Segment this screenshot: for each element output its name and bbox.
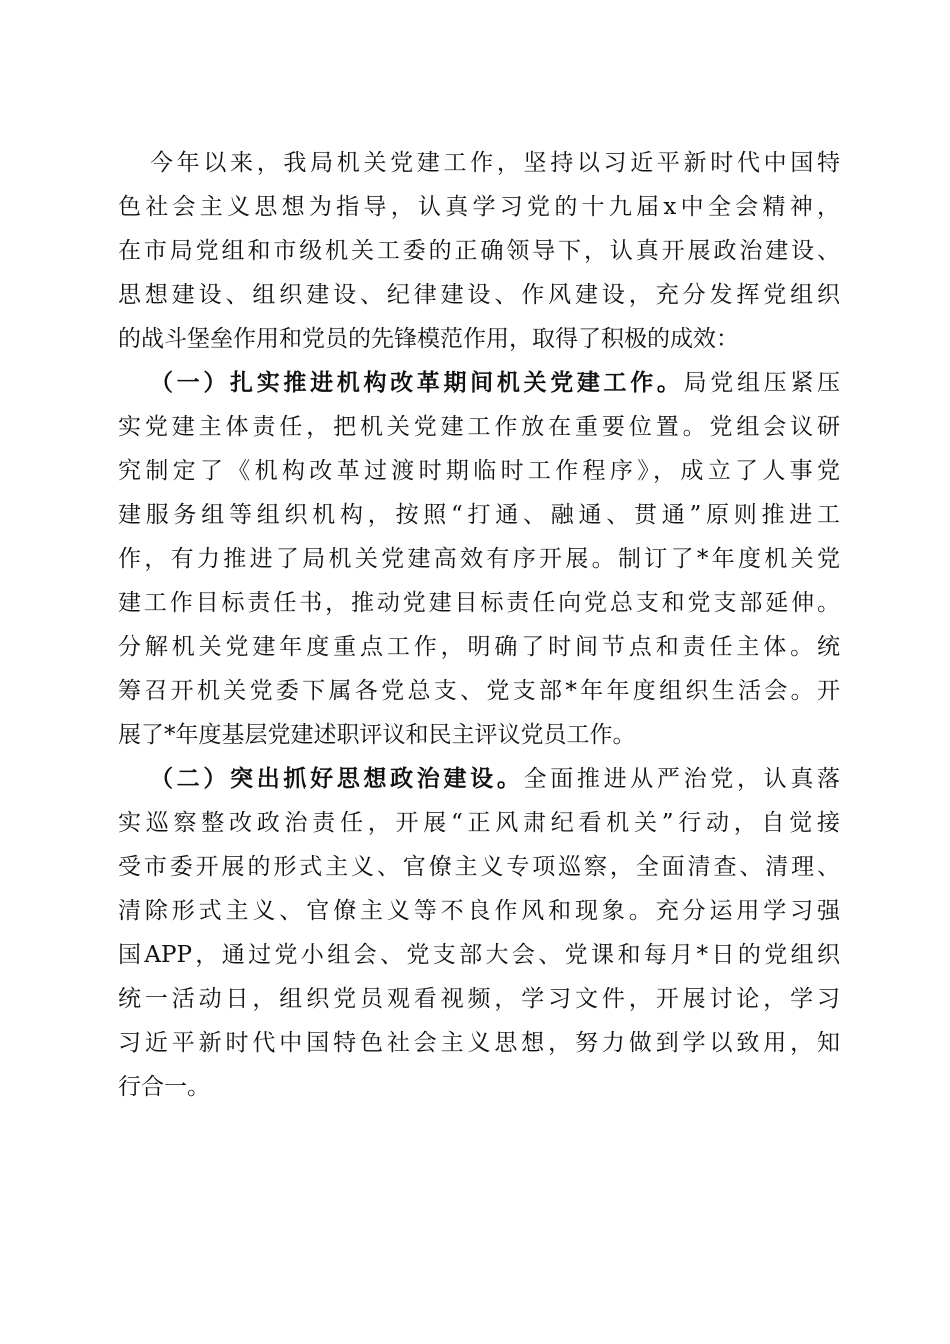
- line-text: 行合一。: [118, 1074, 210, 1100]
- text-line: [118, 933, 840, 977]
- line-text: 的战斗堡垒作用和党员的先锋模范作用，取得了积极的成效：: [118, 326, 739, 352]
- text-line: [118, 273, 840, 317]
- line-text: 展了*年度基层党建述职评议和民主评议党员工作。: [118, 722, 636, 748]
- line-text: 色社会主义思想为指导，认真学习党的十九届x中全会精神，: [118, 194, 840, 220]
- text-line: [118, 537, 840, 581]
- paragraph: [118, 141, 840, 361]
- text-line: [118, 625, 840, 669]
- line-text: 筹召开机关党委下属各党总支、党支部*年年度组织生活会。开: [118, 678, 840, 704]
- text-line: [118, 713, 840, 757]
- text-line: [118, 1065, 840, 1109]
- line-text: 建服务组等组织机构，按照“打通、融通、贯通”原则推进工: [118, 502, 840, 528]
- line-text: 受市委开展的形式主义、官僚主义专项巡察，全面清查、清理、: [118, 854, 840, 880]
- line-text: 实巡察整改政治责任，开展“正风肃纪看机关”行动，自觉接: [118, 810, 840, 836]
- text-line: [118, 229, 840, 273]
- section-heading: （二）突出抓好思想政治建设。: [150, 765, 524, 792]
- line-text: 究制定了《机构改革过渡时期临时工作程序》，成立了人事党: [118, 458, 840, 484]
- line-text: 在市局党组和市级机关工委的正确领导下，认真开展政治建设、: [118, 238, 840, 264]
- document-body: [118, 141, 840, 1109]
- text-line: [118, 845, 840, 889]
- text-line: [118, 757, 840, 801]
- text-line: [118, 141, 840, 185]
- text-line: [118, 801, 840, 845]
- line-text: 实党建主体责任，把机关党建工作放在重要位置。党组会议研: [118, 414, 840, 440]
- text-line: [118, 361, 840, 405]
- line-text: 统一活动日，组织党员观看视频，学习文件，开展讨论，学习: [118, 986, 840, 1012]
- line-text: 全面推进从严治党，认真落: [523, 766, 841, 792]
- line-text: 局党组压紧压: [683, 370, 841, 396]
- text-line: [118, 405, 840, 449]
- text-line: [118, 889, 840, 933]
- line-text: 作，有力推进了局机关党建高效有序开展。制订了*年度机关党: [118, 546, 840, 572]
- section-heading: （一）扎实推进机构改革期间机关党建工作。: [150, 369, 684, 396]
- text-line: [118, 1021, 840, 1065]
- text-line: [118, 449, 840, 493]
- text-line: [118, 185, 840, 229]
- line-text: 习近平新时代中国特色社会主义思想，努力做到学以致用，知: [118, 1030, 840, 1056]
- line-text: 思想建设、组织建设、纪律建设、作风建设，充分发挥党组织: [118, 282, 840, 308]
- text-line: [118, 669, 840, 713]
- text-line: [118, 977, 840, 1021]
- paragraph: [118, 361, 840, 757]
- text-line: [118, 581, 840, 625]
- paragraph: [118, 757, 840, 1109]
- line-text: 清除形式主义、官僚主义等不良作风和现象。充分运用学习强: [118, 898, 840, 924]
- text-line: [118, 317, 840, 361]
- text-line: [118, 493, 840, 537]
- line-text: 今年以来，我局机关党建工作，坚持以习近平新时代中国特: [150, 150, 840, 176]
- line-text: 建工作目标责任书，推动党建目标责任向党总支和党支部延伸。: [118, 590, 840, 616]
- line-text: 国APP，通过党小组会、党支部大会、党课和每月*日的党组织: [118, 942, 840, 968]
- line-text: 分解机关党建年度重点工作，明确了时间节点和责任主体。统: [118, 634, 840, 660]
